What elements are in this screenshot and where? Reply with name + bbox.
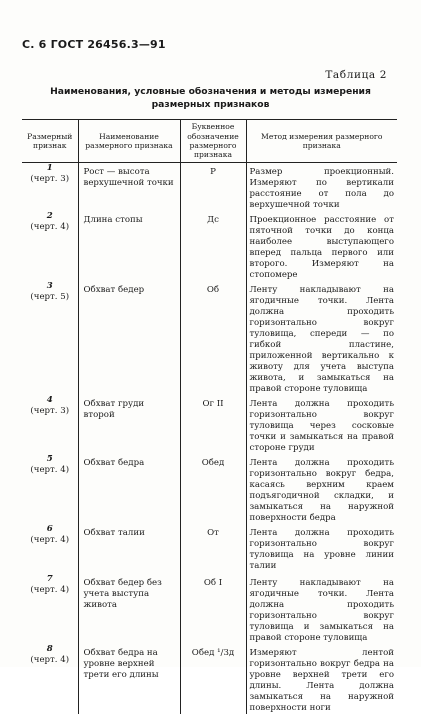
- row-name: Обхват бедер: [78, 281, 180, 395]
- table-title-line-2: размерных признаков: [151, 99, 270, 110]
- row-number: 4: [46, 395, 53, 405]
- row-name: Рост — высота верхушечной точки: [78, 163, 180, 212]
- row-method: Ленту накладывают на ягодичные точки. Лента должна проходить горизонтально вокруг туловища, спереди — по гибкой пластине, приложенной вертикально к животу для учета выступа живота, и замыкаться на правой стороне туловища: [246, 281, 397, 395]
- table-row: [22, 281, 397, 395]
- row-method: Размер проекционный. Измеряют по вертикали расстояние от пола до верхушечной точки: [246, 163, 397, 212]
- row-name: Обхват бедра: [78, 454, 180, 524]
- row-method: Лента должна проходить горизонтально вокруг бедра, касаясь верхним краем подъягодичной складки, и замыкаться на наружной поверхности бедра: [246, 454, 397, 524]
- page-header: С. 6 ГОСТ 26456.3—91: [22, 38, 166, 51]
- row-name: Обхват талии: [78, 524, 180, 574]
- row-symbol: От: [180, 524, 246, 574]
- row-number-cell: [22, 395, 78, 454]
- row-number-cell: [22, 211, 78, 281]
- measurement-table: [22, 119, 397, 714]
- row-figure-ref: (черт. 4): [30, 465, 70, 475]
- row-symbol: Дс: [180, 211, 246, 281]
- table-row: [22, 395, 397, 454]
- row-number: 5: [46, 454, 53, 464]
- row-name: Обхват бедра на уровне верхней трети его длины: [78, 644, 180, 714]
- row-method: Проекционное расстояние от пяточной точки до конца наиболее выступающего вперед пальца первого или второго. Измеряют на стопомере: [246, 211, 397, 281]
- row-symbol: Р: [180, 163, 246, 212]
- row-number: 6: [46, 524, 53, 534]
- row-symbol: Обед ¹/3д: [180, 644, 246, 714]
- table-title: [40, 85, 381, 111]
- row-number: 1: [46, 163, 53, 173]
- row-method: Ленту накладывают на ягодичные точки. Лента должна проходить горизонтально вокруг туловища и замыкаться на правой стороне туловища: [246, 574, 397, 644]
- row-method: Лента должна проходить горизонтально вокруг туловища через сосковые точки и замыкаться на правой стороне груди: [246, 395, 397, 454]
- row-figure-ref: (черт. 4): [30, 655, 70, 665]
- row-symbol: Об: [180, 281, 246, 395]
- row-number: 2: [46, 211, 53, 221]
- row-method: Лента должна проходить горизонтально вокруг туловища на уровне линии талии: [246, 524, 397, 574]
- row-figure-ref: (черт. 4): [30, 222, 70, 232]
- row-number: 8: [46, 644, 53, 654]
- row-figure-ref: (черт. 5): [30, 292, 70, 302]
- table-row: [22, 454, 397, 524]
- table-row: [22, 644, 397, 714]
- row-method: Измеряют лентой горизонтально вокруг бедра на уровне верхней трети его длины. Лента должна замыкаться на наружной поверхности ноги: [246, 644, 397, 714]
- table-row: [22, 574, 397, 644]
- row-figure-ref: (черт. 3): [30, 174, 70, 184]
- row-number-cell: [22, 574, 78, 644]
- row-name: Обхват груди второй: [78, 395, 180, 454]
- row-number: 7: [46, 574, 53, 584]
- column-header-symbol: Буквенное обозначение размерного признака: [180, 120, 246, 163]
- row-number-cell: [22, 163, 78, 212]
- column-header-number: Размерный признак: [22, 120, 78, 163]
- row-figure-ref: (черт. 4): [30, 535, 70, 545]
- row-symbol: Обед: [180, 454, 246, 524]
- row-number-cell: [22, 644, 78, 714]
- row-figure-ref: (черт. 3): [30, 406, 70, 416]
- row-figure-ref: (черт. 4): [30, 585, 70, 595]
- row-number: 3: [46, 281, 53, 291]
- column-header-name: Наименование размерного признака: [78, 120, 180, 163]
- table-label: Таблица 2: [325, 69, 387, 81]
- table-row: [22, 524, 397, 574]
- row-name: Длина стопы: [78, 211, 180, 281]
- table-row: [22, 163, 397, 212]
- row-number-cell: [22, 281, 78, 395]
- row-name: Обхват бедер без учета выступа живота: [78, 574, 180, 644]
- row-symbol: Ог II: [180, 395, 246, 454]
- table-row: [22, 211, 397, 281]
- table-title-line-1: Наименования, условные обозначения и методы измерения: [50, 86, 371, 97]
- table-header-row: [22, 120, 397, 163]
- row-symbol: Об I: [180, 574, 246, 644]
- row-number-cell: [22, 454, 78, 524]
- column-header-method: Метод измерения размерного признака: [246, 120, 397, 163]
- row-number-cell: [22, 524, 78, 574]
